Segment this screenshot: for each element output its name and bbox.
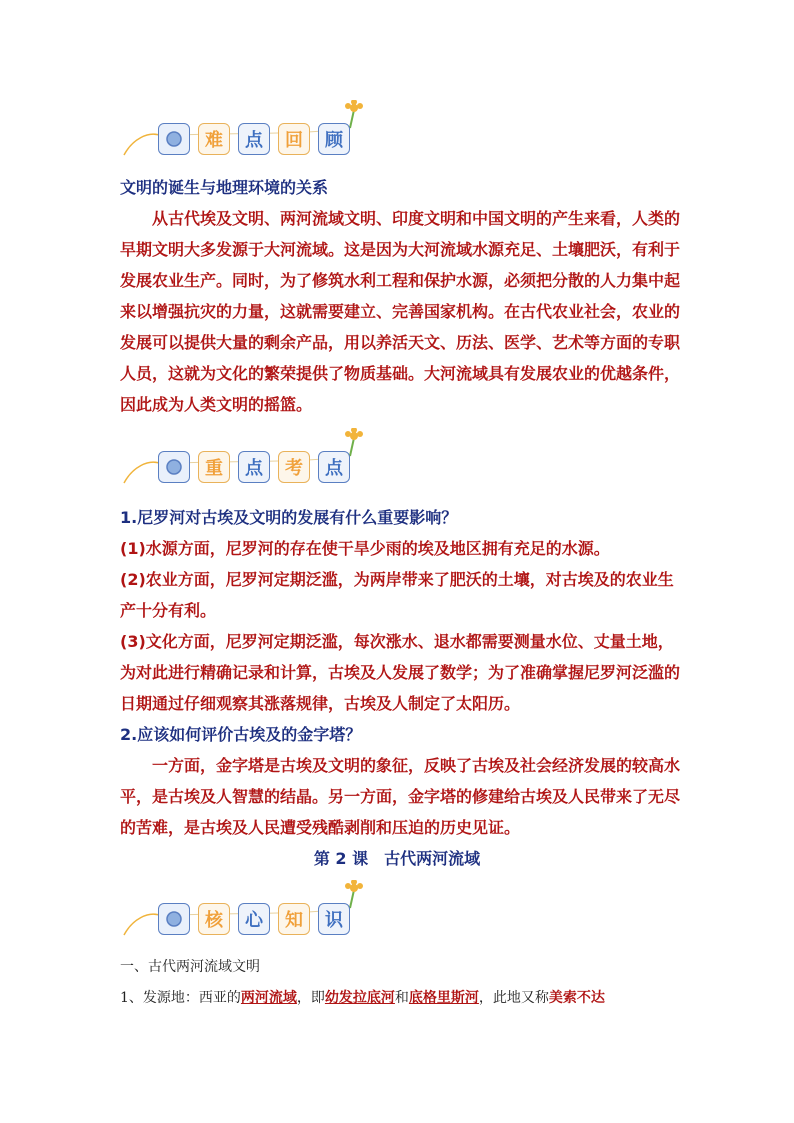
core-chip-3: 知 (278, 903, 310, 935)
review-title: 文明的诞生与地理环境的关系 (120, 178, 329, 197)
key-chip-1: 重 (198, 451, 230, 483)
origin-prefix: 1、发源地：西亚的 (120, 990, 241, 1006)
answer-1-3: (3)文化方面，尼罗河定期泛滥，每次涨水、退水都需要测量水位、丈量土地，为对此进行精确记录和计算，古埃及人发展了数学；为了准确掌握尼罗河泛滥的日期通过仔细观察其涨落规律，古埃及人制定了太阳历。 (120, 632, 681, 713)
question-2: 2.应该如何评价古埃及的金字塔？ (120, 725, 362, 744)
circle-chip (158, 123, 190, 155)
key-section-banner (118, 428, 368, 490)
question-1: 1.尼罗河对古埃及文明的发展有什么重要影响？ (120, 508, 458, 527)
term-euphrates: 幼发拉底河 (324, 990, 395, 1006)
answer-1-1: (1)水源方面，尼罗河的存在使干旱少雨的埃及地区拥有充足的水源。 (120, 539, 610, 558)
core-section-banner (118, 880, 368, 942)
answer-1-2: (2)农业方面，尼罗河定期泛滥，为两岸带来了肥沃的土壤，对古埃及的农业生产十分有利。 (120, 570, 674, 620)
core-chip-1: 核 (198, 903, 230, 935)
review-chip-4: 顾 (318, 123, 350, 155)
key-chip-4: 点 (318, 451, 350, 483)
origin-mid-1: ，即 (296, 990, 325, 1006)
review-paragraph: 从古代埃及文明、两河流域文明、印度文明和中国文明的产生来看，人类的早期文明大多发源于大河流域。这是因为大河流域水源充足、土壤肥沃，有利于发展农业生产。同时，为了修筑水利工程和保护水源，必须把分散的人力集中起来以增强抗灾的力量，这就需要建立、完善国家机构。在古代农业社会，农业的发展可以提供大量的剩余产品，用以养活天文、历法、医学、艺术等方面的专职人员，这就为文化的繁荣提供了物质基础。大河流域具有发展农业的优越条件，因此成为人类文明的摇篮。 (120, 209, 681, 414)
origin-mid-3: ，此地又称 (478, 990, 549, 1006)
key-chip-2: 点 (238, 451, 270, 483)
core-origin-line (120, 983, 690, 1014)
key-chip-3: 考 (278, 451, 310, 483)
origin-mid-2: 和 (394, 990, 409, 1006)
review-section-banner (118, 100, 368, 162)
lesson-title: 第 2 课 古代两河流域 (313, 849, 481, 868)
circle-chip (158, 451, 190, 483)
answer-2: 一方面，金字塔是古埃及文明的象征，反映了古埃及社会经济发展的较高水平，是古埃及人智慧的结晶。另一方面，金字塔的修建给古埃及人民带来了无尽的苦难，是古埃及人民遭受残酷剥削和压迫的历史见证。 (120, 756, 681, 837)
core-subheading: 一、古代两河流域文明 (120, 959, 260, 975)
core-chip-4: 识 (318, 903, 350, 935)
term-tigris: 底格里斯河 (408, 990, 479, 1006)
circle-chip (158, 903, 190, 935)
review-chip-3: 回 (278, 123, 310, 155)
term-mesopotamia: 美索不达 (548, 990, 605, 1006)
review-chip-2: 点 (238, 123, 270, 155)
core-chip-2: 心 (238, 903, 270, 935)
review-chip-1: 难 (198, 123, 230, 155)
term-two-rivers: 两河流域 (240, 990, 297, 1006)
